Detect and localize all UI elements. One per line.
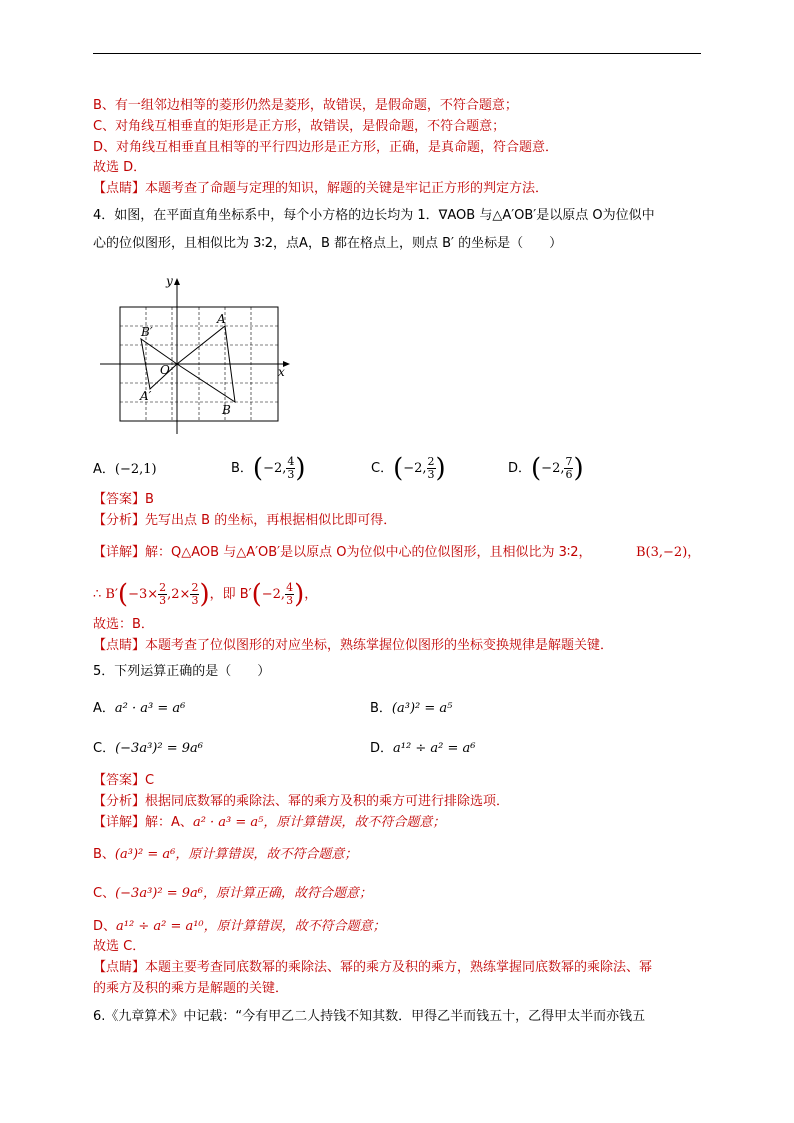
q4-option-a: A．(−2,1) [93,462,157,477]
q5-option-c: C．(−3a³)² = 9a⁶ [93,741,203,756]
prev-comment [93,180,548,198]
q6-stem-line1: 6.《九章算术》中记载：“今有甲乙二人持钱不知其数．甲得乙半而钱五十，乙得甲太半而亦钱五 [93,1009,646,1024]
q5-option-b: B．(a³)² = a⁵ [370,701,453,716]
q4-detail-line2: ∴ B′(−3× $\frac{2}{3}$ ,2× $\frac{2}{3}$ )，即 B′(−2, $\frac{4}{3}$ )， [93,579,318,610]
header-rule [93,53,701,54]
q5-option-a: A．a² · a³ = a⁶ [93,701,186,716]
q4-option-d: D．(−2, $\frac{7}{6}$ ) [508,453,584,484]
prev-option-b: B、有一组邻边相等的菱形仍然是菱形，故错误，是假命题，不符合题意； [93,98,518,113]
x-label: x [278,365,285,379]
q5-option-d: D．a¹² ÷ a² = a⁶ [370,741,476,756]
point-b1-label: B′ [141,325,153,339]
point-a-label: A [217,312,226,326]
q5-comment-line2: 的乘方及积的乘方是解题的关键． [93,981,289,996]
prev-option-c: C、对角线互相垂直的矩形是正方形，故错误，是假命题，不符合题意； [93,119,506,134]
q5-analysis: 【分析】根据同底数幂的乘除法、幂的乘方及积的乘方可进行排除选项． [93,794,510,809]
q4-choose: 故选：B． [93,617,154,632]
q4-detail-line1: 【详解】解：Q△AOB 与△A′OB′是以原点 O为位似中心的位似图形，且相似比为 3∶2， [93,545,592,560]
prev-option-d: D、对角线互相垂直且相等的平行四边形是正方形，正确，是真命题，符合题意． [93,140,559,155]
q5-detail-c: C、(−3a³)² = 9a⁶，原计算正确，故符合题意； [93,886,372,901]
prev-choose: 故选 D． [93,160,147,175]
q4-figure [100,272,295,438]
y-label: y [166,274,173,288]
q5-choose: 故选 C． [93,939,146,954]
comment-text: 本题考查了命题与定理的知识，解题的关键是牢记正方形的判定方法． [145,181,549,196]
q5-answer: 【答案】C [93,773,155,788]
comment-tag: 【点睛】 [93,181,146,196]
q4-detail-b-coord: B(3,−2)， [636,545,701,560]
q4-option-c: C．(−2, $\frac{2}{3}$ ) [371,453,446,484]
q4-stem-line1: 4．如图，在平面直角坐标系中，每个小方格的边长均为 1．∇AOB 与△A′OB′是以原点 O为位似中 [93,208,655,223]
point-b-label: B [222,403,231,417]
q4-stem-line2: 心的位似图形，且相似比为 3∶2，点A，B 都在格点上，则点 B′ 的坐标是（ ） [93,236,563,251]
q4-comment: 【点睛】本题考查了位似图形的对应坐标，熟练掌握位似图形的坐标变换规律是解题关键． [93,638,614,653]
origin-label: O [160,363,170,377]
q5-detail-d: D、a¹² ÷ a² = a¹⁰，原计算错误，故不符合题意； [93,919,386,934]
q4-analysis: 【分析】先写出点 B 的坐标，再根据相似比即可得． [93,513,397,528]
q5-comment-line1: 【点睛】本题主要考查同底数幂的乘除法、幂的乘方及积的乘方，熟练掌握同底数幂的乘除法、幂 [93,960,653,975]
q4-answer: 【答案】B [93,492,154,507]
q5-detail-b: B、(a³)² = a⁶，原计算错误，故不符合题意； [93,847,358,862]
q5-stem: 5．下列运算正确的是（ ） [93,664,271,679]
q5-detail-a: 【详解】解：A、a² · a³ = a⁵，原计算错误，故不符合题意； [93,815,446,830]
point-a1-label: A′ [140,389,152,403]
q4-option-b: B．(−2, $\frac{4}{3}$ ) [231,453,306,484]
